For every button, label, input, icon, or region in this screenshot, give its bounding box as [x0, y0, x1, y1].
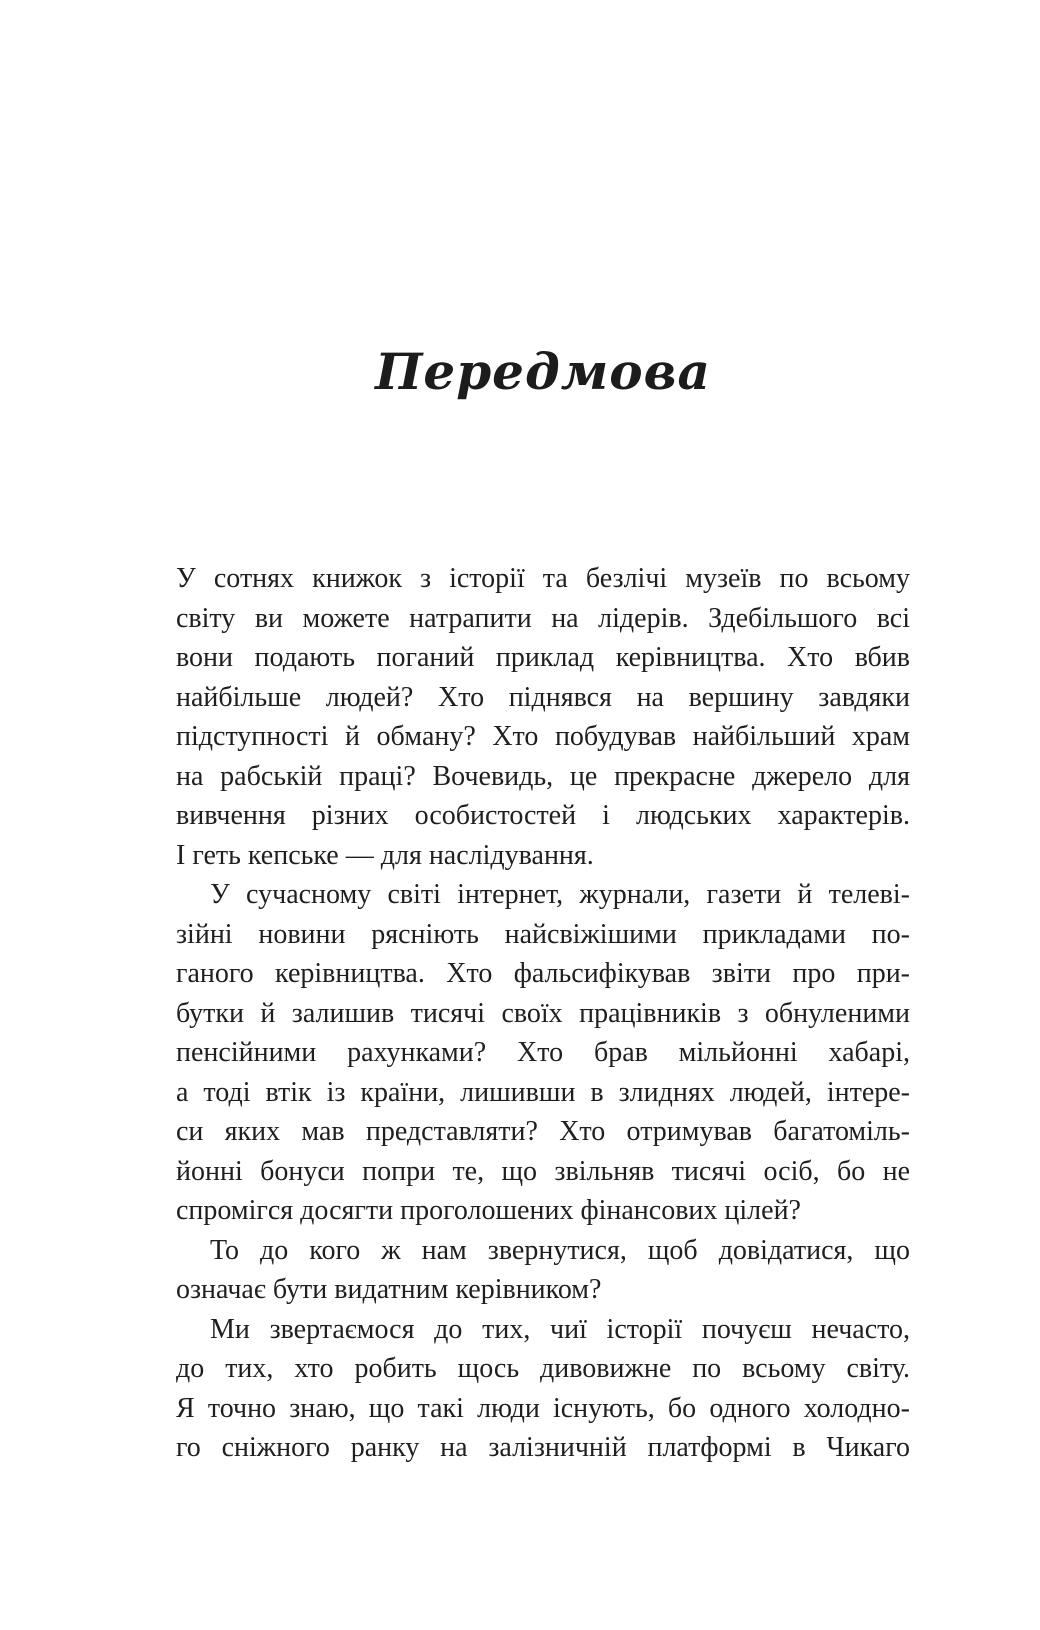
text-line: найбільше людей? Хто піднявся на вершину завдяки	[176, 681, 910, 713]
text-line: си яких мав представляти? Хто отримував багатоміль-	[176, 1116, 910, 1147]
text-line: означає бути видатним керівником?	[176, 1274, 602, 1305]
text-line: У сотнях книжок з історії та безлічі музеїв по всьому	[176, 563, 910, 594]
text-line: вони подають поганий приклад керівництва. Хто вбив	[176, 642, 910, 673]
text-line: ганого керівництва. Хто фальсифікував звіти про при-	[176, 958, 910, 989]
text-line: го сніжного ранку на залізничній платформі в Чикаго	[176, 1432, 910, 1463]
body-text	[176, 559, 910, 1468]
text-line: до тих, хто робить щось дивовижне по всьому світу.	[176, 1353, 910, 1384]
text-line: а тоді втік із країни, лишивши в злиднях людей, інтере-	[176, 1076, 910, 1108]
text-line: У сучасному світі інтернет, журнали, газети й телеві-	[210, 879, 910, 910]
text-line: на рабській праці? Вочевидь, це прекрасне джерело для	[176, 760, 910, 792]
text-line: То до кого ж нам звернутися, щоб довідатися, що	[210, 1234, 910, 1266]
text-line: світу ви можете натрапити на лідерів. Здебільшого всі	[176, 602, 910, 634]
text-line: вивчення різних особистостей і людських характерів.	[176, 800, 910, 831]
page-title: Передмова	[375, 342, 711, 401]
text-line: бутки й залишив тисячі своїх працівників з обнуленими	[176, 997, 910, 1029]
text-line: зійні новини рясніють найсвіжішими прикладами по-	[176, 918, 910, 950]
text-line: Ми звертаємося до тих, чиї історії почуєш нечасто,	[210, 1313, 910, 1345]
text-line: підступності й обману? Хто побудував найбільший храм	[176, 721, 910, 752]
text-line: спромігся досягти проголошених фінансових цілей?	[176, 1195, 801, 1226]
text-line: йонні бонуси попри те, що звільняв тисячі осіб, бо не	[176, 1155, 910, 1187]
text-line: Я точно знаю, що такі люди існують, бо одного холодно-	[176, 1392, 910, 1424]
text-line: пенсійними рахунками? Хто брав мільйонні хабарі,	[176, 1037, 910, 1068]
text-line: І геть кепське — для наслідування.	[176, 839, 594, 871]
